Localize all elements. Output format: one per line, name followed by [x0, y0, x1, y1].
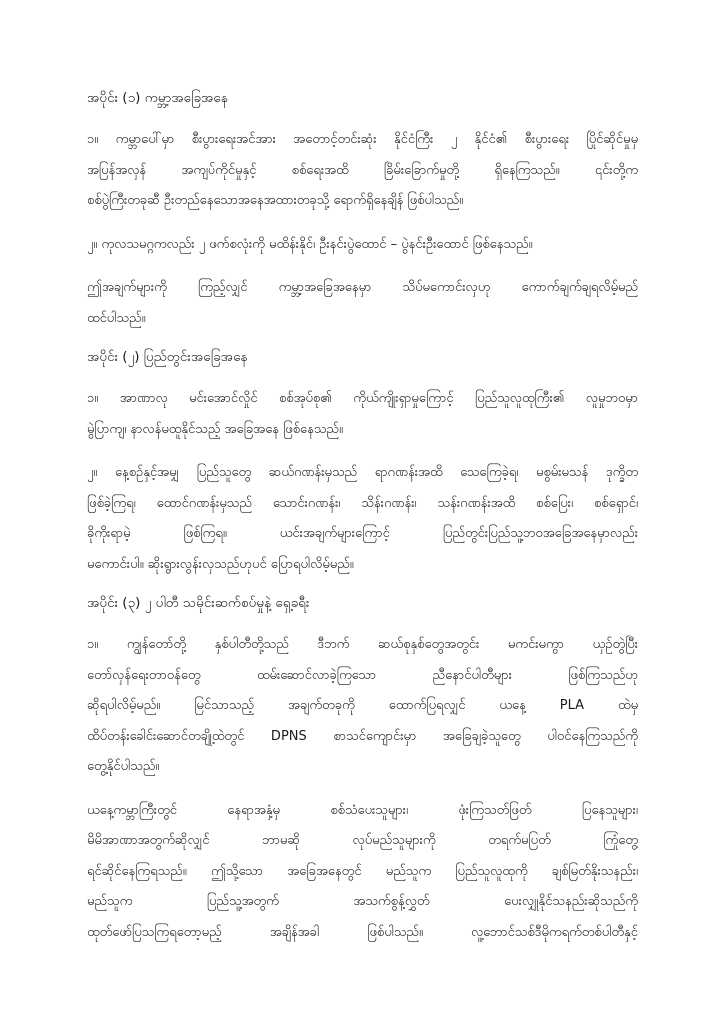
text-line: မိမိအာဏာအတွက်ဆိုလျှင် ဘာမဆို လုပ်မည်သူများကို တရက်မပြတ် ကြုံတွေ့	[87, 833, 638, 848]
text-line: ဖြစ်ခဲ့ကြရ၊ ထောင်ဂဏန်းမှသည် သောင်းဂဏန်း၊ သိန်းဂဏန်း၊ သန်းဂဏန်းအထိ စစ်ပြေး၊ စစ်ရှောင်၊	[87, 495, 638, 511]
section-1-paragraph-3	[87, 273, 638, 334]
section-2-paragraph-1	[87, 384, 638, 445]
section-3-heading: အပိုင်း (၃) ၂ ပါတီ သမိုင်းဆက်စပ်မှုနဲ့ ရှေ့ခရီး	[87, 595, 310, 611]
text-line: ခိုကိုးရာမဲ့ ဖြစ်ကြရ။ ယင်းအချက်များကြောင့် ပြည်တွင်းပြည်သူ့ဘဝအခြေအနေမှာလည်း	[87, 526, 638, 541]
text-line: ၁။ အာဏာလု မင်းအောင်လှိုင် စစ်အုပ်စု၏ ကိုယ်ကျိုးရှာမှုကြောင့် ပြည်သူလူထုကြီး၏ လူမှုဘဝမှာ	[87, 391, 638, 406]
section-1-paragraph-2	[87, 230, 638, 261]
text-line: တွေ့နိုင်ပါသည်။	[87, 759, 160, 774]
text-line: စစ်ပွဲကြီးတခုဆီ ဦးတည်နေသောအနေအထားတခုသို့ ရောက်ရှိနေချိန် ဖြစ်ပါသည်။	[87, 193, 464, 208]
text-line: မည်သူက ပြည်သူ့အတွက် အသက်စွန့်လွှတ် ပေးလျှုနိုင်သနည်းဆိုသည်ကို	[87, 894, 638, 909]
text-line: ထုတ်ဖော်ပြသကြရတော့မည့် အချိန်အခါ ဖြစ်ပါသည်။ လူ့ဘောင်သစ်ဒီမိုကရက်တစ်ပါတီနှင့်	[87, 924, 638, 940]
section-2-heading: အပိုင်း (၂) ပြည်တွင်းအခြေအနေ	[87, 349, 248, 365]
text-line: ၂။ ကုလသမဂ္ဂကလည်း ၂ ဖက်စလုံးကို မထိန်းနိုင်၊ ဦးနင်းပွဲထောင် – ပွဲနင်းဦးထောင် ဖြစ်နေသည်။	[87, 236, 533, 252]
text-line: မကောင်းပါ။ ဆိုးရွားလွန်းလှသည်ဟုပင် ပြောရပါလိမ့်မည်။	[87, 556, 354, 572]
text-line: ဤအချက်များကို ကြည့်လျှင် ကမ္ဘာ့အခြေအနေမှာ သိပ်မကောင်းလှဟု ကောက်ချက်ချရလိမ့်မည်	[87, 280, 638, 295]
text-line: ဆိုရပါလိမ့်မည်။ မြင်သာသည့် အချက်တခုကို ထောက်ပြရလျှင် ယနေ့ PLA ထဲမှ	[87, 698, 638, 713]
text-line: ယနေ့ကမ္ဘာကြီးတွင် နေရာအနှံ့မှ စစ်သံပေးသူများ၊ ဖုံးကြသတ်ဖြတ် ပြနေသူများ၊	[87, 802, 638, 818]
section-3-paragraph-2	[87, 796, 638, 949]
text-line: ၁။ ကျွန်တော်တို့ နှစ်ပါတီတို့သည် ဒီဘက် ဆယ်စုနှစ်တွေအတွင်း မကင်းမကွာ ယှဉ်တွဲပြီး	[87, 637, 638, 652]
text-line: အပြန်အလှန် အကျပ်ကိုင်မှုနှင့် စစ်ရေးအထိ ခြိမ်းခြောက်မှုတို့ ရှိနေကြသည်။ ၎င်းတို့က	[87, 162, 638, 178]
text-line: တော်လှန်ရေးတာဝန်တွေ ထမ်းဆောင်လာခဲ့ကြသော ညီနောင်ပါတီများ ဖြစ်ကြသည်ဟု	[87, 667, 638, 683]
section-2-paragraph-2	[87, 458, 638, 580]
text-line: ၁။ ကမ္ဘာပေါ်မှာ စီးပွားရေးအင်အား အတောင့်တင်းဆုံး နိုင်ငံကြီး ၂ နိုင်ငံ၏ စီးပွားရေး ပြိုင်ဆိုင်မှုမှ	[87, 132, 638, 147]
text-line: မွဲပြာကျ၊ နာလန်မထူနိုင်သည့် အခြေအနေ ဖြစ်နေသည်။	[87, 421, 343, 437]
text-line: ထင်ပါသည်။	[87, 310, 146, 326]
section-3-paragraph-1	[87, 630, 638, 783]
text-line: ရင်ဆိုင်နေကြရသည်။ ဤသို့သော အခြေအနေတွင် မည်သူက ပြည်သူလူထုကို ချစ်မြတ်နိုးသနည်း၊	[87, 863, 638, 879]
text-line: ၂။ နေ့စဉ်နှင့်အမျှ ပြည်သူတွေ ဆယ်ဂဏန်းမှသည် ရာဂဏန်းအထိ သေကြေခဲ့ရ၊ မစွမ်းမသန် ဒုက္ခိတ	[87, 465, 638, 480]
text-line: ထိပ်တန်းခေါင်းဆောင်တချို့ထဲတွင် DPNS စာသင်ကျောင်းမှာ အခြေချခဲ့သူတွေ ပါဝင်နေကြသည်ကို	[87, 728, 638, 744]
section-1-paragraph-1	[87, 125, 638, 217]
section-1-heading: အပိုင်း (၁) ကမ္ဘာ့အခြေအနေ	[87, 90, 228, 106]
